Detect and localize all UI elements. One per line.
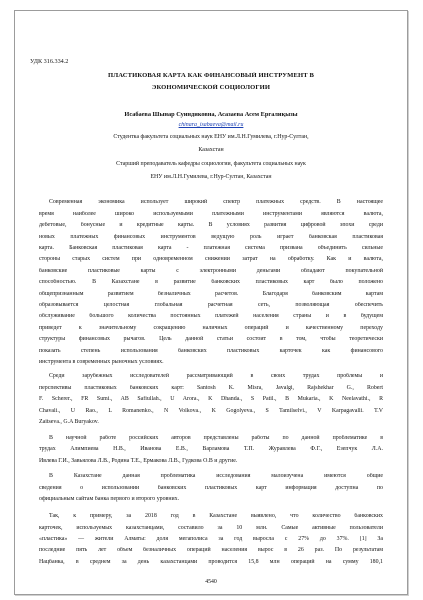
body-line: «пластика» — жители Алматы: доля мегаполиса за год выросла с 27% до 37%. [1] За	[39, 536, 383, 543]
body-line: общепризнанным развитием безналичных расчетов. Благодаря банковским картам	[39, 290, 383, 297]
body-line: Нацбанка, в среднем за день казахстанцами проводится 15,8 млн операций на сумму 180,1	[39, 558, 383, 565]
body-line: Так, к примеру, за 2018 год в Казахстане выявлено, что количество банковских	[49, 513, 383, 520]
body-line: дебетовые, бонусные и кредитные карты. В условиях развития цифровой эпохи среди	[39, 222, 383, 229]
body-line: время наиболее широко используемыми платежными инструментами являются валюта,	[39, 210, 383, 217]
document-page	[14, 10, 408, 595]
body-line: стороны старых систем при одновременном снижении затрат на обработку. Как и валюта,	[39, 256, 383, 263]
body-line: новых платежных финансовых инструментов ведущую роль играет банковская пластиковая	[39, 233, 383, 240]
body-line: карточек, используемых казахстанцами, составило за 10 млн. Самые активные пользователи	[39, 524, 383, 531]
body-line: сведения о использовании банковских пластиковых карт информация доступна по	[39, 484, 383, 491]
body-line: образовывается целостная глобальная расчетная сеть, позволяющая обеспечить	[39, 302, 383, 309]
body-line: структуры финансовых рычагов. Цель данной статьи состоит в том, чтобы теоретически	[39, 336, 383, 343]
body-line: Современная экономика использует широкий спектр платежных средств. В настоящее	[49, 199, 383, 206]
body-line: способностью. В Казахстане в развитие банковских пластиковых карт было положено	[39, 279, 383, 286]
body-line: инструмента в современных рыночных условиях.	[39, 359, 164, 366]
udk-code: УДК 316.334.2	[30, 58, 69, 66]
body-line: трудах Алимпиева Н.В., Иванова Е.В., Варламова Т.П. Журавлева Ф.Г., Езепчук Л.А.	[39, 446, 383, 453]
body-line: В научной работе российских авторов представлены работы по данной проблематике в	[49, 434, 383, 441]
email-link[interactable]: chinara_isabaeva@mail.ru	[178, 122, 244, 129]
body-line: карта. Банковская пластиковая карта - платежная система призвана объединить сильные	[39, 245, 383, 251]
body-line: Среди зарубежных исследователей рассматривающий в своих трудах проблемы и	[49, 373, 383, 380]
body-line: Chavali., U Rao., L Romanenko., N Volkova., K Gogolyeva., S Tamilselvi., V Karpagavalli. T.V	[39, 407, 383, 414]
title-line-2: ЭКОНОМИЧЕСКОЙ СОЦИОЛОГИИ	[151, 83, 271, 91]
body-line: официальным сайтам банка первого и второго уровних.	[39, 496, 180, 503]
body-line: последние пять лет объем безналичных операций населения вырос в 26 раз. По результатам	[39, 547, 383, 554]
body-line: Zaitseva., G.A Buryakov.	[39, 419, 99, 426]
affiliation-line-2: Казахстан	[198, 146, 224, 153]
body-line: Ивлева Г.И., Завьялова Л.В., Родина Т.Е., Ермакова Л.В., Гудкова О.В и другие.	[39, 457, 238, 464]
body-line: показать степень использования банковских пластиковых карточек как финансового	[39, 347, 383, 354]
body-line: приведет к значительному сокращению наличных операций и качественному переходу	[39, 324, 383, 331]
body-line: перспективы пластиковых банковских карт: Santosh K. Misra, Javalgi, Rajshekhar G., Robert	[39, 384, 383, 391]
body-line: F. Scherer., FR Sumi., AB Safiullah., U Arora., K Dhanda., S Patil., B Mukaria., K Neelavathi., R	[39, 396, 383, 403]
email-line	[15, 122, 407, 129]
body-line: обслуживание большого количества постоянных платежей населения страны и в будущем	[39, 313, 383, 320]
authors-line: Исабаева Шынар Суиндиковна, Асазаева Асем Ергалиқызы	[124, 110, 298, 118]
affiliation-line-1: Студентка факультета социальных наук ЕНУ им.Л.Н.Гумилева, г.Нур-Султан,	[113, 133, 309, 140]
page-number: 4540	[205, 578, 217, 585]
affiliation-line-3: Старший преподаватель кафедры социологии, факультета социальных наук	[116, 160, 306, 167]
body-line: банковские пластиковые карты с электронными деньгами обладают покупательной	[39, 267, 383, 274]
body-line: В Казахстане данная проблематика исследования малоизучена имеются общие	[49, 473, 383, 480]
title-line-1: ПЛАСТИКОВАЯ КАРТА КАК ФИНАНСОВЫЙ ИНСТРУМЕНТ В	[108, 72, 314, 80]
affiliation-line-4: ЕНУ им.Л.Н.Гумилева, г.Нур-Султан, Казахстан	[150, 173, 272, 180]
